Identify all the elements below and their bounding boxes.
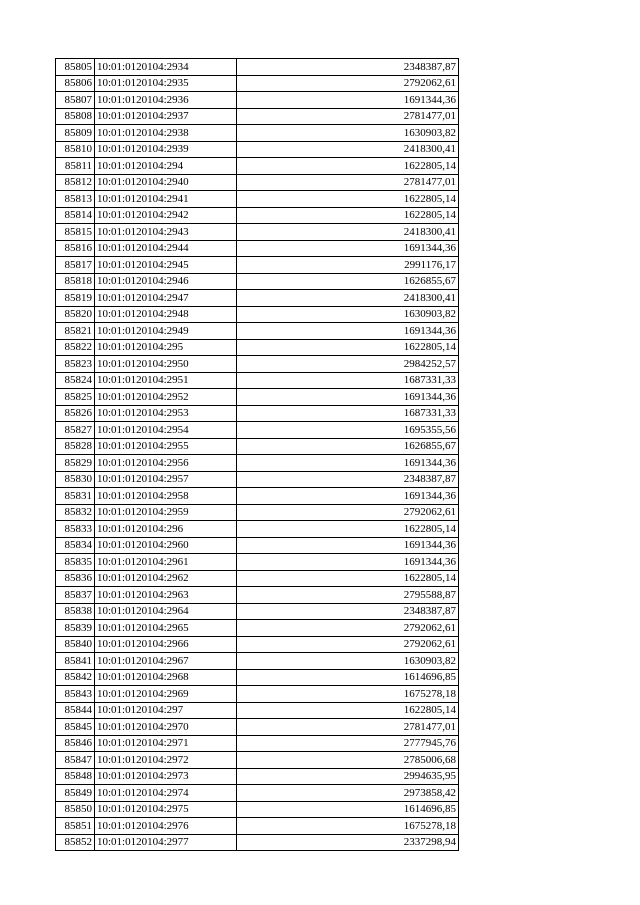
cadastral-number-cell: 10:01:0120104:2957 — [95, 471, 237, 488]
row-id-cell: 85845 — [56, 719, 95, 736]
table-row — [56, 488, 459, 505]
cadastral-number-cell: 10:01:0120104:2969 — [95, 686, 237, 703]
table-row — [56, 455, 459, 472]
cadastral-number-cell: 10:01:0120104:2976 — [95, 818, 237, 835]
cadastral-number-cell: 10:01:0120104:2967 — [95, 653, 237, 670]
row-id-cell: 85824 — [56, 372, 95, 389]
value-cell: 1626855,67 — [237, 273, 459, 290]
row-id-cell: 85838 — [56, 603, 95, 620]
row-id-cell: 85808 — [56, 108, 95, 125]
value-cell: 1622805,14 — [237, 158, 459, 175]
table-row — [56, 108, 459, 125]
row-id-cell: 85837 — [56, 587, 95, 604]
cadastral-number-cell: 10:01:0120104:2934 — [95, 59, 237, 76]
row-id-cell: 85809 — [56, 125, 95, 142]
row-id-cell: 85846 — [56, 735, 95, 752]
table-row — [56, 521, 459, 538]
row-id-cell: 85843 — [56, 686, 95, 703]
cadastral-number-cell: 10:01:0120104:2959 — [95, 504, 237, 521]
value-cell: 1622805,14 — [237, 207, 459, 224]
value-cell: 1691344,36 — [237, 92, 459, 109]
value-cell: 2984252,57 — [237, 356, 459, 373]
table-row — [56, 323, 459, 340]
value-cell: 1626855,67 — [237, 438, 459, 455]
cadastral-number-cell: 10:01:0120104:2960 — [95, 537, 237, 554]
table-row — [56, 570, 459, 587]
table-row — [56, 801, 459, 818]
row-id-cell: 85849 — [56, 785, 95, 802]
value-cell: 2348387,87 — [237, 59, 459, 76]
value-cell: 2792062,61 — [237, 620, 459, 637]
value-cell: 2337298,94 — [237, 834, 459, 851]
row-id-cell: 85827 — [56, 422, 95, 439]
table-row — [56, 389, 459, 406]
table-row — [56, 125, 459, 142]
value-cell: 1622805,14 — [237, 191, 459, 208]
value-cell: 2418300,41 — [237, 290, 459, 307]
table-row — [56, 587, 459, 604]
value-cell: 1622805,14 — [237, 339, 459, 356]
value-cell: 2785006,68 — [237, 752, 459, 769]
table-row — [56, 141, 459, 158]
row-id-cell: 85814 — [56, 207, 95, 224]
cadastral-number-cell: 10:01:0120104:2974 — [95, 785, 237, 802]
row-id-cell: 85815 — [56, 224, 95, 241]
cadastral-number-cell: 10:01:0120104:2977 — [95, 834, 237, 851]
cadastral-number-cell: 10:01:0120104:2938 — [95, 125, 237, 142]
table-row — [56, 422, 459, 439]
table-row — [56, 785, 459, 802]
row-id-cell: 85831 — [56, 488, 95, 505]
cadastral-number-cell: 10:01:0120104:2946 — [95, 273, 237, 290]
cadastral-number-cell: 10:01:0120104:2970 — [95, 719, 237, 736]
row-id-cell: 85807 — [56, 92, 95, 109]
cadastral-number-cell: 10:01:0120104:2966 — [95, 636, 237, 653]
cadastral-number-cell: 10:01:0120104:294 — [95, 158, 237, 175]
row-id-cell: 85820 — [56, 306, 95, 323]
table-row — [56, 290, 459, 307]
value-cell: 2792062,61 — [237, 636, 459, 653]
row-id-cell: 85832 — [56, 504, 95, 521]
cadastral-number-cell: 10:01:0120104:2948 — [95, 306, 237, 323]
cadastral-number-cell: 10:01:0120104:2955 — [95, 438, 237, 455]
value-cell: 2991176,17 — [237, 257, 459, 274]
value-cell: 2418300,41 — [237, 224, 459, 241]
row-id-cell: 85813 — [56, 191, 95, 208]
cadastral-number-cell: 10:01:0120104:2962 — [95, 570, 237, 587]
table-row — [56, 158, 459, 175]
value-cell: 2792062,61 — [237, 504, 459, 521]
row-id-cell: 85817 — [56, 257, 95, 274]
cadastral-number-cell: 10:01:0120104:295 — [95, 339, 237, 356]
row-id-cell: 85850 — [56, 801, 95, 818]
value-cell: 2348387,87 — [237, 471, 459, 488]
cadastral-number-cell: 10:01:0120104:2944 — [95, 240, 237, 257]
table-row — [56, 752, 459, 769]
table-row — [56, 306, 459, 323]
table-row — [56, 768, 459, 785]
row-id-cell: 85826 — [56, 405, 95, 422]
value-cell: 2781477,01 — [237, 719, 459, 736]
value-cell: 1630903,82 — [237, 653, 459, 670]
row-id-cell: 85825 — [56, 389, 95, 406]
cadastral-number-cell: 10:01:0120104:2971 — [95, 735, 237, 752]
value-cell: 1691344,36 — [237, 389, 459, 406]
row-id-cell: 85841 — [56, 653, 95, 670]
row-id-cell: 85851 — [56, 818, 95, 835]
table-row — [56, 620, 459, 637]
value-cell: 2418300,41 — [237, 141, 459, 158]
row-id-cell: 85848 — [56, 768, 95, 785]
table-row — [56, 174, 459, 191]
row-id-cell: 85810 — [56, 141, 95, 158]
row-id-cell: 85847 — [56, 752, 95, 769]
row-id-cell: 85836 — [56, 570, 95, 587]
table-row — [56, 719, 459, 736]
table-row — [56, 504, 459, 521]
value-cell: 1622805,14 — [237, 570, 459, 587]
table-row — [56, 653, 459, 670]
table-row — [56, 405, 459, 422]
table-row — [56, 191, 459, 208]
cadastral-number-cell: 10:01:0120104:2965 — [95, 620, 237, 637]
table-row — [56, 471, 459, 488]
table-row — [56, 92, 459, 109]
cadastral-number-cell: 10:01:0120104:2949 — [95, 323, 237, 340]
cadastral-number-cell: 10:01:0120104:2961 — [95, 554, 237, 571]
table-row — [56, 224, 459, 241]
cadastral-number-cell: 10:01:0120104:2940 — [95, 174, 237, 191]
value-cell: 2348387,87 — [237, 603, 459, 620]
row-id-cell: 85812 — [56, 174, 95, 191]
row-id-cell: 85830 — [56, 471, 95, 488]
value-cell: 1630903,82 — [237, 306, 459, 323]
cadastral-number-cell: 10:01:0120104:2975 — [95, 801, 237, 818]
cadastral-number-cell: 10:01:0120104:2968 — [95, 669, 237, 686]
table-row — [56, 339, 459, 356]
cadastral-number-cell: 10:01:0120104:2937 — [95, 108, 237, 125]
row-id-cell: 85828 — [56, 438, 95, 455]
cadastral-number-cell: 10:01:0120104:297 — [95, 702, 237, 719]
value-cell: 1687331,33 — [237, 372, 459, 389]
value-cell: 2781477,01 — [237, 108, 459, 125]
table-row — [56, 636, 459, 653]
value-cell: 1622805,14 — [237, 521, 459, 538]
value-cell: 1622805,14 — [237, 702, 459, 719]
row-id-cell: 85835 — [56, 554, 95, 571]
cadastral-number-cell: 10:01:0120104:2953 — [95, 405, 237, 422]
table-row — [56, 702, 459, 719]
cadastral-number-cell: 10:01:0120104:2942 — [95, 207, 237, 224]
row-id-cell: 85829 — [56, 455, 95, 472]
row-id-cell: 85844 — [56, 702, 95, 719]
table-row — [56, 686, 459, 703]
table-row — [56, 59, 459, 76]
value-cell: 1691344,36 — [237, 455, 459, 472]
cadastral-number-cell: 10:01:0120104:2945 — [95, 257, 237, 274]
table-row — [56, 537, 459, 554]
table-row — [56, 438, 459, 455]
table-row — [56, 257, 459, 274]
cadastral-number-cell: 10:01:0120104:2954 — [95, 422, 237, 439]
value-cell: 1691344,36 — [237, 240, 459, 257]
row-id-cell: 85840 — [56, 636, 95, 653]
value-cell: 1614696,85 — [237, 801, 459, 818]
value-cell: 2777945,76 — [237, 735, 459, 752]
value-cell: 1691344,36 — [237, 323, 459, 340]
cadastral-number-cell: 10:01:0120104:2936 — [95, 92, 237, 109]
cadastral-number-cell: 10:01:0120104:2951 — [95, 372, 237, 389]
row-id-cell: 85811 — [56, 158, 95, 175]
table-row — [56, 669, 459, 686]
value-cell: 2994635,95 — [237, 768, 459, 785]
cadastral-number-cell: 10:01:0120104:2972 — [95, 752, 237, 769]
value-cell: 1695355,56 — [237, 422, 459, 439]
value-cell: 1614696,85 — [237, 669, 459, 686]
value-cell: 2792062,61 — [237, 75, 459, 92]
table-row — [56, 603, 459, 620]
row-id-cell: 85839 — [56, 620, 95, 637]
value-cell: 1675278,18 — [237, 686, 459, 703]
row-id-cell: 85852 — [56, 834, 95, 851]
table-row — [56, 818, 459, 835]
value-cell: 2973858,42 — [237, 785, 459, 802]
data-table — [55, 58, 459, 851]
cadastral-number-cell: 10:01:0120104:2964 — [95, 603, 237, 620]
table-row — [56, 554, 459, 571]
cadastral-number-cell: 10:01:0120104:2956 — [95, 455, 237, 472]
row-id-cell: 85816 — [56, 240, 95, 257]
value-cell: 2781477,01 — [237, 174, 459, 191]
table-row — [56, 75, 459, 92]
cadastral-number-cell: 10:01:0120104:2958 — [95, 488, 237, 505]
cadastral-number-cell: 10:01:0120104:296 — [95, 521, 237, 538]
cadastral-number-cell: 10:01:0120104:2963 — [95, 587, 237, 604]
row-id-cell: 85823 — [56, 356, 95, 373]
value-cell: 1691344,36 — [237, 554, 459, 571]
cadastral-number-cell: 10:01:0120104:2947 — [95, 290, 237, 307]
table-row — [56, 356, 459, 373]
cadastral-number-cell: 10:01:0120104:2973 — [95, 768, 237, 785]
table-row — [56, 240, 459, 257]
table-row — [56, 273, 459, 290]
cadastral-number-cell: 10:01:0120104:2935 — [95, 75, 237, 92]
table-row — [56, 735, 459, 752]
table-body — [56, 59, 459, 851]
cadastral-number-cell: 10:01:0120104:2943 — [95, 224, 237, 241]
cadastral-number-cell: 10:01:0120104:2939 — [95, 141, 237, 158]
table-row — [56, 372, 459, 389]
table-row — [56, 207, 459, 224]
value-cell: 2795588,87 — [237, 587, 459, 604]
row-id-cell: 85805 — [56, 59, 95, 76]
value-cell: 1687331,33 — [237, 405, 459, 422]
cadastral-number-cell: 10:01:0120104:2941 — [95, 191, 237, 208]
row-id-cell: 85821 — [56, 323, 95, 340]
row-id-cell: 85842 — [56, 669, 95, 686]
row-id-cell: 85806 — [56, 75, 95, 92]
cadastral-number-cell: 10:01:0120104:2952 — [95, 389, 237, 406]
row-id-cell: 85818 — [56, 273, 95, 290]
row-id-cell: 85834 — [56, 537, 95, 554]
value-cell: 1675278,18 — [237, 818, 459, 835]
cadastral-number-cell: 10:01:0120104:2950 — [95, 356, 237, 373]
row-id-cell: 85819 — [56, 290, 95, 307]
row-id-cell: 85822 — [56, 339, 95, 356]
table-row — [56, 834, 459, 851]
value-cell: 1691344,36 — [237, 488, 459, 505]
value-cell: 1691344,36 — [237, 537, 459, 554]
value-cell: 1630903,82 — [237, 125, 459, 142]
row-id-cell: 85833 — [56, 521, 95, 538]
